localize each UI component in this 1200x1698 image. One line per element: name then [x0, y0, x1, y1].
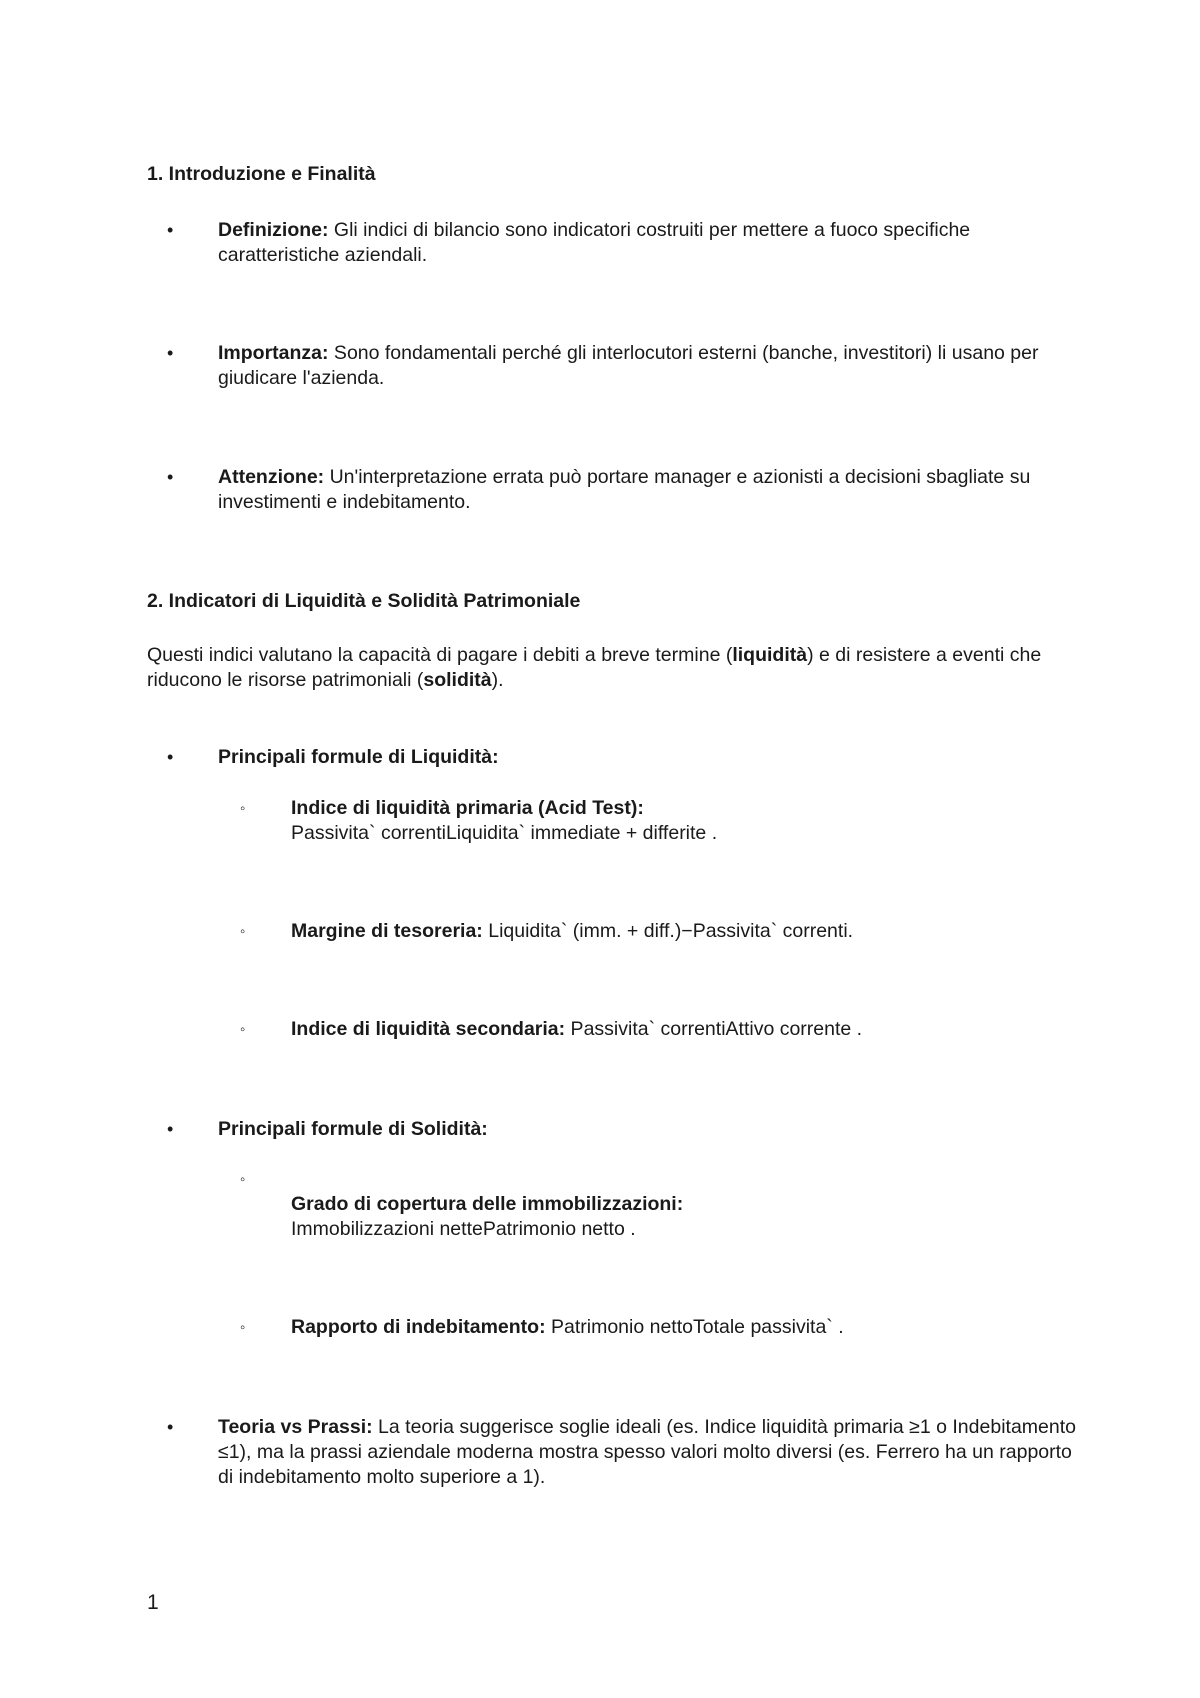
sub-bullet-icon: ◦: [240, 1319, 246, 1336]
item-label: Grado di copertura delle immobilizzazioni:: [291, 1193, 684, 1215]
item-label: Teoria vs Prassi:: [218, 1416, 373, 1438]
item-text: Liquidita` (imm. + diff.)−Passivita` correnti.: [482, 920, 854, 942]
item-label: Definizione:: [218, 219, 329, 241]
bullet-icon: •: [167, 1119, 174, 1139]
liquidity-formulas-title: Principali formule di Liquidità:: [218, 746, 499, 768]
intro-text: ) e di resistere a eventi che riducono le risorse patrimoniali (: [147, 644, 1042, 691]
bullet-icon: •: [167, 747, 174, 767]
item-text: Immobilizzazioni nettePatrimonio netto .: [291, 1218, 636, 1240]
bullet-icon: •: [167, 467, 174, 487]
sub-bullet-icon: ◦: [240, 800, 246, 817]
item-text: Passivita` correntiAttivo corrente .: [565, 1018, 863, 1040]
intro-text: ).: [491, 669, 504, 691]
item-label: Indice di liquidità secondaria:: [291, 1018, 566, 1040]
list-item-definizione: [218, 218, 1068, 268]
list-item-importanza: [218, 341, 1068, 391]
page-number: 1: [147, 1591, 159, 1614]
list-item-teoria-prassi: [218, 1415, 1078, 1490]
item-label: Margine di tesoreria:: [291, 920, 483, 942]
list-item-margine-tesoreria: [291, 919, 1091, 944]
item-text: Sono fondamentali perché gli interlocutori esterni (banche, investitori) li usano per giudicare l'azienda.: [218, 342, 1039, 389]
item-text: Un'interpretazione errata può portare manager e azionisti a decisioni sbagliate su investimenti e indebitamento.: [218, 466, 1031, 513]
intro-bold-liquidita: liquidità: [732, 644, 808, 666]
bullet-icon: •: [167, 343, 174, 363]
item-text: Passivita` correntiLiquidita` immediate + differite .: [291, 822, 718, 844]
section-intro-paragraph: [147, 643, 1077, 693]
list-item-grado-copertura: [291, 1192, 1091, 1242]
list-item-attenzione: [218, 465, 1068, 515]
list-item-liquidita-secondaria: [291, 1017, 1091, 1042]
solidity-formulas-title: Principali formule di Solidità:: [218, 1118, 488, 1140]
intro-bold-solidita: solidità: [423, 669, 492, 691]
item-text: Patrimonio nettoTotale passivita` .: [545, 1316, 844, 1338]
list-item-acid-test: [291, 796, 1091, 846]
section-heading-introduction: 1. Introduzione e Finalità: [147, 163, 376, 185]
item-label: Importanza:: [218, 342, 329, 364]
sub-bullet-icon: ◦: [240, 1021, 246, 1038]
item-text: Gli indici di bilancio sono indicatori costruiti per mettere a fuoco specifiche caratteristiche aziendali.: [218, 219, 971, 266]
item-text: La teoria suggerisce soglie ideali (es. Indice liquidità primaria ≥1 o Indebitamento ≤1), ma la prassi aziendale moderna mostra spesso valori molto diversi (es. Ferrero ha un rapporto di indebitamento molto superiore a 1).: [218, 1416, 1076, 1488]
item-label: Rapporto di indebitamento:: [291, 1316, 546, 1338]
item-label: Indice di liquidità primaria (Acid Test):: [291, 797, 644, 819]
section-heading-liquidity-solidity: 2. Indicatori di Liquidità e Solidità Patrimoniale: [147, 590, 581, 612]
sub-bullet-icon: ◦: [240, 1171, 246, 1188]
intro-text: Questi indici valutano la capacità di pagare i debiti a breve termine (: [147, 644, 733, 666]
list-item-rapporto-indebitamento: [291, 1315, 1091, 1340]
sub-bullet-icon: ◦: [240, 923, 246, 940]
bullet-icon: •: [167, 1417, 174, 1437]
bullet-icon: •: [167, 220, 174, 240]
item-label: Attenzione:: [218, 466, 325, 488]
